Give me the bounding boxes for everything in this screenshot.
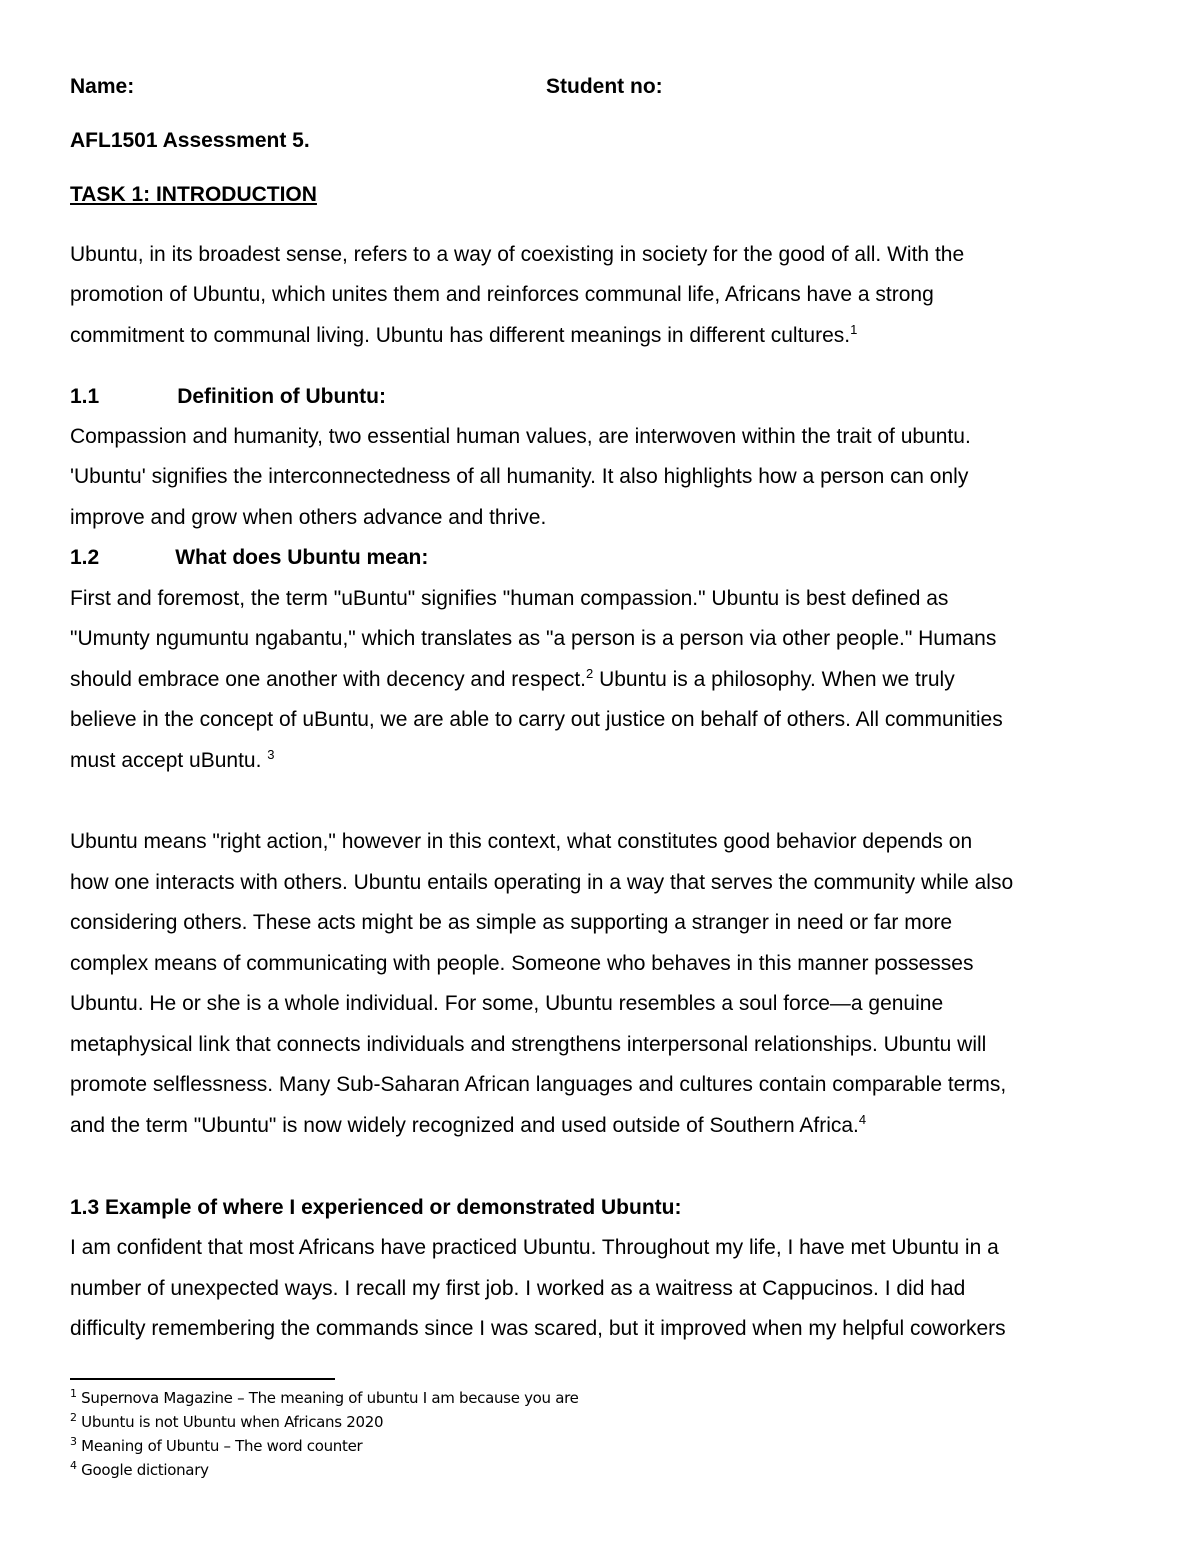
footnote-mark: 1 <box>70 1387 77 1400</box>
section-1-2-line-text: must accept uBuntu. <box>70 749 268 772</box>
name-label: Name: <box>70 75 135 98</box>
section-1-1-line: 'Ubuntu' signifies the interconnectedness of all humanity. It also highlights how a person can only <box>70 465 969 488</box>
footnote <box>70 1388 579 1408</box>
section-1-3-line: difficulty remembering the commands since I was scared, but it improved when my helpful coworkers <box>70 1317 1006 1340</box>
section-1-3-heading: 1.3 Example of where I experienced or demonstrated Ubuntu: <box>70 1196 682 1219</box>
section-1-2-heading <box>70 545 428 571</box>
section-1-2-line: First and foremost, the term "uBuntu" signifies "human compassion." Ubuntu is best defined as <box>70 587 949 610</box>
footnote-ref-2: 2 <box>586 666 594 681</box>
section-1-2-line <box>70 667 955 693</box>
footnote <box>70 1460 209 1480</box>
footnote-ref-1: 1 <box>850 322 858 337</box>
footnote-text: Ubuntu is not Ubuntu when Africans 2020 <box>76 1413 384 1431</box>
student-no-label: Student no: <box>546 75 663 98</box>
footnote-mark: 4 <box>70 1459 77 1472</box>
footnote-text: Meaning of Ubuntu – The word counter <box>76 1437 363 1455</box>
section-1-2-line: Ubuntu means "right action," however in this context, what constitutes good behavior depends on <box>70 830 973 853</box>
section-title: Definition of Ubuntu: <box>177 385 386 408</box>
section-1-2-line-text: should embrace one another with decency and respect. <box>70 668 586 691</box>
section-1-2-line-text: and the term "Ubuntu" is now widely recognized and used outside of Southern Africa. <box>70 1114 859 1137</box>
footnote-mark: 3 <box>70 1435 77 1448</box>
section-1-2-line <box>70 748 275 774</box>
intro-line: promotion of Ubuntu, which unites them and reinforces communal life, Africans have a strong <box>70 283 934 306</box>
task-heading: TASK 1: INTRODUCTION <box>70 183 317 206</box>
section-number: 1.1 <box>70 385 100 408</box>
assessment-title: AFL1501 Assessment 5. <box>70 129 310 152</box>
section-1-3-line: I am confident that most Africans have practiced Ubuntu. Throughout my life, I have met Ubuntu in a <box>70 1236 999 1259</box>
intro-line-text: commitment to communal living. Ubuntu has different meanings in different cultures. <box>70 324 851 347</box>
footnote <box>70 1412 383 1432</box>
section-1-2-line <box>70 1113 866 1139</box>
section-1-2-line: complex means of communicating with people. Someone who behaves in this manner possesses <box>70 952 974 975</box>
section-1-1-line: Compassion and humanity, two essential human values, are interwoven within the trait of ubuntu. <box>70 425 971 448</box>
intro-line <box>70 323 857 349</box>
section-1-2-line: believe in the concept of uBuntu, we are able to carry out justice on behalf of others. All communities <box>70 708 1003 731</box>
footnote-text: Supernova Magazine – The meaning of ubuntu I am because you are <box>76 1389 579 1407</box>
section-number: 1.2 <box>70 546 100 569</box>
footnote-mark: 2 <box>70 1411 77 1424</box>
section-1-2-line-text: Ubuntu is a philosophy. When we truly <box>593 668 955 691</box>
footnote-separator <box>70 1378 335 1380</box>
section-1-2-line: how one interacts with others. Ubuntu entails operating in a way that serves the community while also <box>70 871 1014 894</box>
footnote <box>70 1436 362 1456</box>
section-1-2-line: "Umunty ngumuntu ngabantu," which translates as "a person is a person via other people." Humans <box>70 627 997 650</box>
section-1-1-heading <box>70 384 386 410</box>
section-1-1-line: improve and grow when others advance and thrive. <box>70 506 547 529</box>
intro-line: Ubuntu, in its broadest sense, refers to a way of coexisting in society for the good of all. With the <box>70 243 965 266</box>
footnote-text: Google dictionary <box>76 1461 209 1479</box>
section-1-2-line: promote selflessness. Many Sub-Saharan African languages and cultures contain comparable terms, <box>70 1073 1007 1096</box>
section-1-2-line: Ubuntu. He or she is a whole individual. For some, Ubuntu resembles a soul force—a genuine <box>70 992 944 1015</box>
section-1-2-line: considering others. These acts might be as simple as supporting a stranger in need or far more <box>70 911 953 934</box>
footnote-ref-4: 4 <box>858 1112 867 1127</box>
section-title: What does Ubuntu mean: <box>175 546 429 569</box>
section-1-3-line: number of unexpected ways. I recall my first job. I worked as a waitress at Cappucinos. I did had <box>70 1277 966 1300</box>
footnote-ref-3: 3 <box>267 747 275 762</box>
section-1-2-line: metaphysical link that connects individuals and strengthens interpersonal relationships. Ubuntu will <box>70 1033 987 1056</box>
